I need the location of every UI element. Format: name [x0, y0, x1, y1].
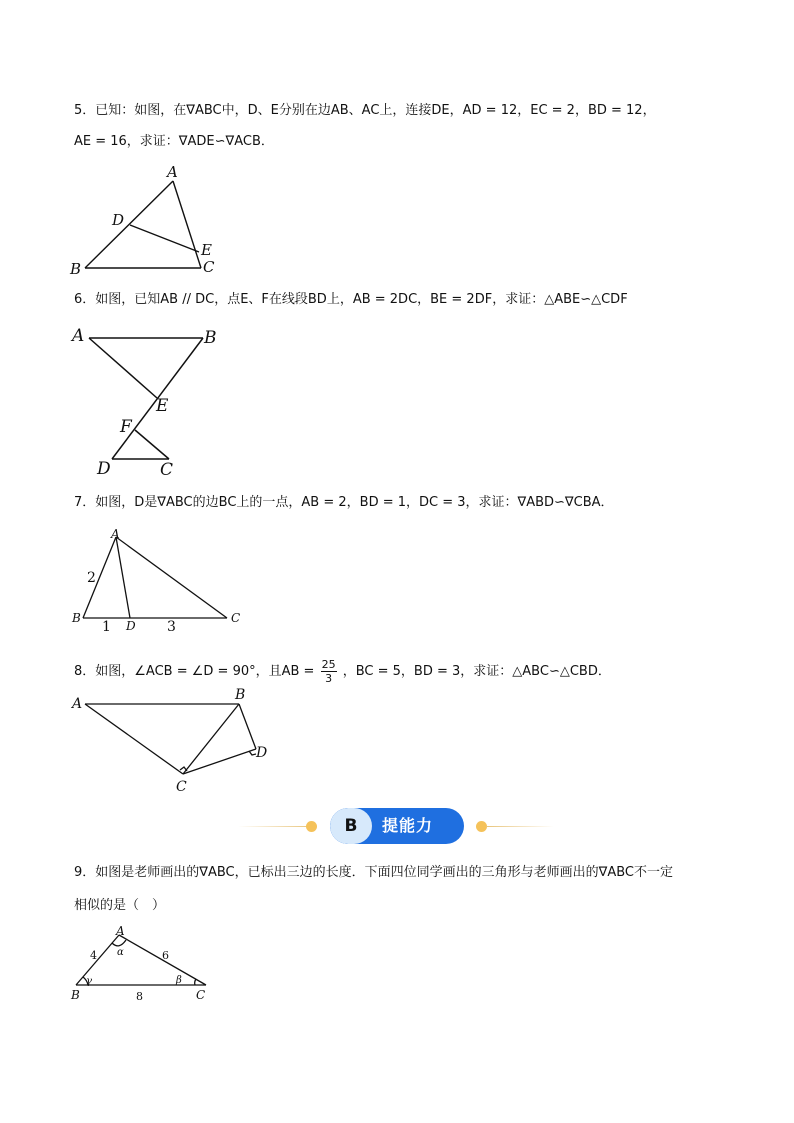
- length-bc: 8: [136, 990, 143, 1003]
- label-b: B: [72, 611, 81, 625]
- label-c: C: [160, 460, 174, 480]
- banner-rule-right: [486, 826, 554, 827]
- label-d: D: [112, 211, 125, 229]
- problem-8-figure: [66, 685, 286, 797]
- problem-7-figure: [66, 524, 256, 636]
- label-b: B: [235, 687, 246, 703]
- problem-8-text: [74, 658, 611, 685]
- section-badge: B: [330, 808, 372, 844]
- problem-5-line-2: AE = 16，求证：∇ADE∽∇ACB．: [74, 134, 274, 149]
- label-e: E: [156, 396, 169, 416]
- fraction: [321, 658, 337, 685]
- length-bd: 1: [102, 619, 111, 635]
- problem-9-figure: [66, 922, 226, 1004]
- angle-alpha: α: [117, 947, 124, 958]
- problem-6-text: 6．如图，已知AB // DC，点E、F在线段BD上，AB = 2DC，BE = 2DF，求证：△ABE∽△CDF: [74, 292, 628, 307]
- fraction-numerator: 25: [321, 658, 336, 671]
- label-b: B: [204, 328, 217, 348]
- length-dc: 3: [167, 619, 176, 635]
- length-ac: 6: [162, 949, 169, 962]
- label-a: A: [116, 924, 125, 938]
- label-b: B: [71, 988, 80, 1002]
- angle-gamma: γ: [86, 976, 92, 987]
- fraction-denominator: 3: [325, 672, 333, 685]
- label-e: E: [201, 241, 212, 259]
- problem-5-line-1: 5．已知：如图，在∇ABC中，D、E分别在边AB、AC上，连接DE，AD = 12，EC = 2，BD = 12，: [74, 103, 656, 118]
- problem-6-figure: [60, 318, 240, 483]
- section-banner: [238, 806, 554, 846]
- label-c: C: [203, 258, 215, 276]
- length-ab: 2: [87, 570, 96, 586]
- label-d: D: [126, 619, 136, 633]
- label-f: F: [120, 417, 132, 437]
- label-c: C: [196, 988, 206, 1002]
- problem-5-figure: [60, 160, 230, 280]
- section-pill: [330, 808, 464, 844]
- label-d: D: [256, 745, 268, 761]
- label-a: A: [72, 326, 85, 346]
- angle-beta: β: [176, 975, 182, 986]
- label-a: A: [111, 527, 120, 541]
- banner-dot-left: [306, 821, 317, 832]
- label-c: C: [231, 611, 241, 625]
- section-title: 提能力: [382, 816, 434, 835]
- label-a: A: [167, 163, 178, 181]
- problem-8-text-post: ，BC = 5，BD = 3，求证：△ABC∽△CBD．: [342, 664, 611, 679]
- length-ab: 4: [90, 949, 97, 962]
- problem-9-line-1: 9．如图是老师画出的∇ABC，已标出三边的长度．下面四位同学画出的三角形与老师画出的∇ABC不一定: [74, 865, 673, 880]
- label-b: B: [70, 260, 82, 278]
- label-c: C: [176, 779, 187, 795]
- banner-rule-left: [238, 826, 312, 827]
- problem-8-text-pre: 8．如图，∠ACB = ∠D = 90°，且AB =: [74, 664, 315, 679]
- problem-7-text: 7．如图，D是∇ABC的边BC上的一点，AB = 2，BD = 1，DC = 3，求证：∇ABD∽∇CBA．: [74, 495, 614, 510]
- problem-9-line-2: 相似的是（ ）: [74, 898, 166, 913]
- label-a: A: [72, 696, 83, 712]
- label-d: D: [97, 459, 111, 479]
